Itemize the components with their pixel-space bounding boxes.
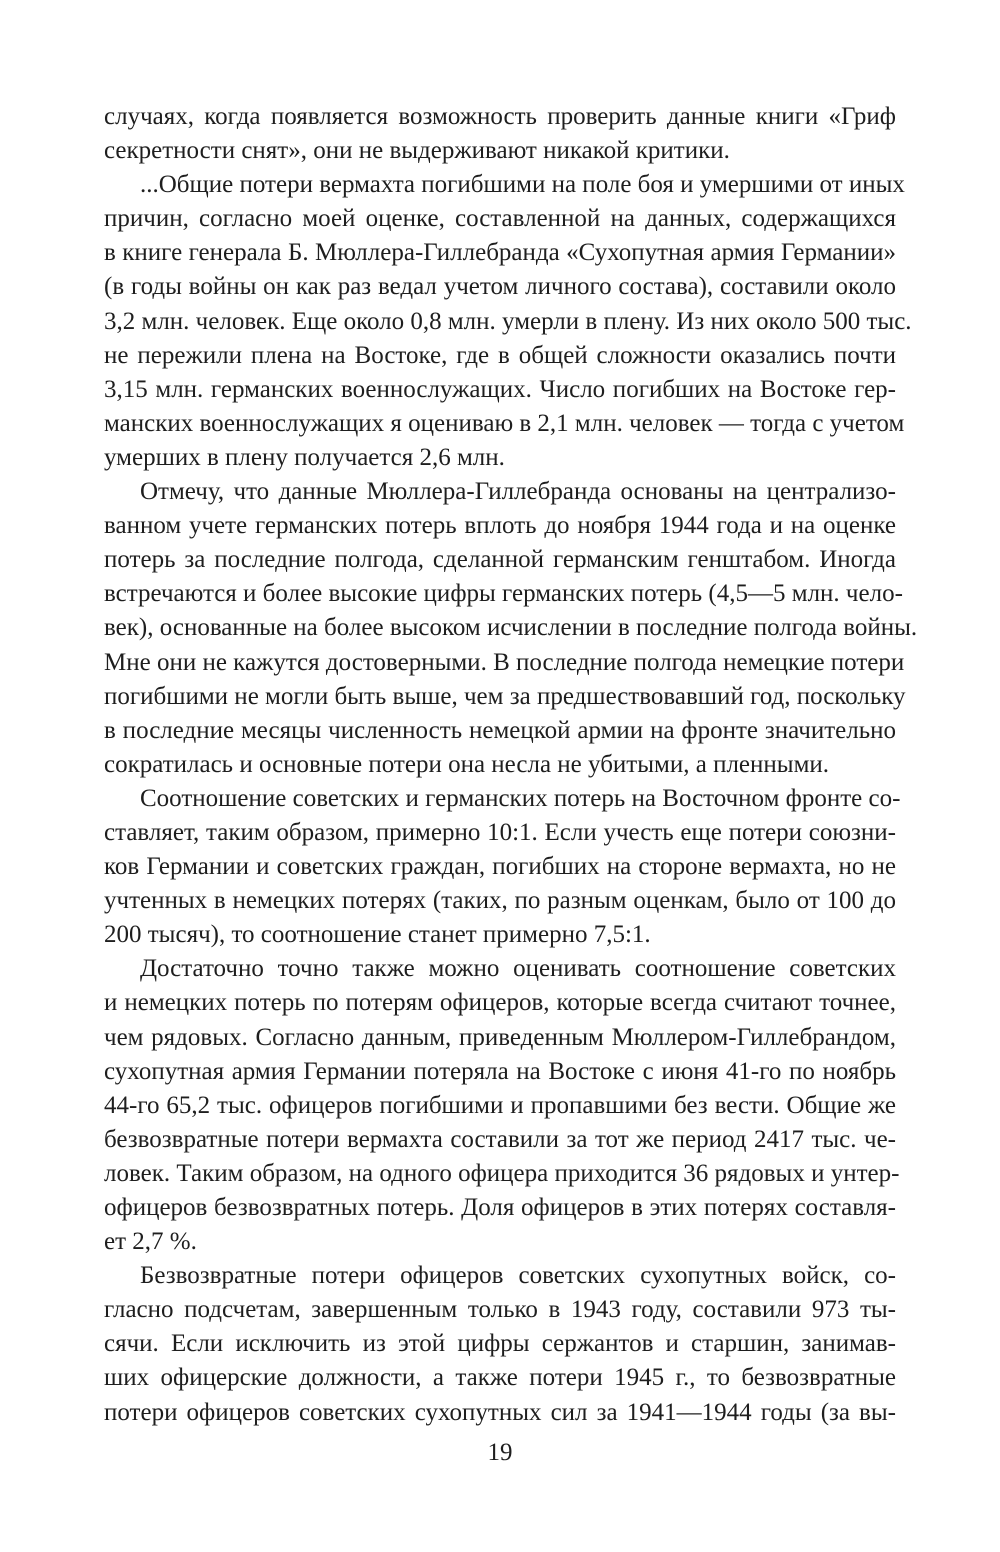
text-line: Отмечу, что данные Мюллера-Гиллебранда основаны на централизо- <box>140 478 896 506</box>
text-line: офицеров безвозвратных потерь. Доля офицеров в этих потерях составля- <box>104 1194 896 1221</box>
text-line: 3,2 млн. человек. Еще около 0,8 млн. умерли в плену. Из них около 500 тыс. <box>104 307 912 335</box>
text-line: учтенных в немецких потерях (таких, по разным оценкам, было от 100 до <box>104 887 896 915</box>
text-line: в последние месяцы численность немецкой армии на фронте значительно <box>104 716 896 744</box>
text-line: встречаются и более высокие цифры германских потерь (4,5—5 млн. чело- <box>104 580 903 608</box>
text-line: 44-го 65,2 тыс. офицеров погибшими и пропавшими без вести. Общие же <box>104 1091 896 1119</box>
text-line: безвозвратные потери вермахта составили за тот же период 2417 тыс. че- <box>104 1125 896 1153</box>
text-line: гласно подсчетам, завершенным только в 1943 году, составили 973 ты- <box>104 1296 896 1324</box>
page-text <box>104 100 918 1430</box>
text-line: сячи. Если исключить из этой цифры сержантов и старшин, занимав- <box>104 1330 896 1358</box>
text-line: ...Общие потери вермахта погибшими на поле боя и умершими от иных <box>140 171 905 199</box>
text-line: случаях, когда появляется возможность проверить данные книги «Гриф <box>104 103 896 130</box>
text-line: ет 2,7 %. <box>104 1228 197 1256</box>
text-line: (в годы войны он как раз ведал учетом личного состава), составили около <box>104 273 896 301</box>
text-line: потери офицеров советских сухопутных сил за 1941—1944 годы (за вы- <box>104 1398 896 1426</box>
text-line: и немецких потерь по потерям офицеров, которые всегда считают точнее, <box>104 989 896 1017</box>
text-line: причин, согласно моей оценке, составленной на данных, содержащихся <box>104 205 896 233</box>
text-line: не пережили плена на Востоке, где в общей сложности оказались почти <box>104 341 896 369</box>
text-line: в книге генерала Б. Мюллера-Гиллебранда «Сухопутная армия Германии» <box>104 239 896 267</box>
text-line: манских военнослужащих я оцениваю в 2,1 млн. человек — тогда с учетом <box>104 409 905 437</box>
text-line: потерь за последние полгода, сделанной германским генштабом. Иногда <box>104 546 896 574</box>
text-line: Мне они не кажутся достоверными. В последние полгода немецкие потери <box>104 648 905 676</box>
text-line: ванном учете германских потерь вплоть до ноября 1944 года и на оценке <box>104 512 896 540</box>
text-line: умерших в плену получается 2,6 млн. <box>104 443 505 471</box>
text-line: секретности снят», они не выдерживают никакой критики. <box>104 137 730 165</box>
page-number: 19 <box>487 1439 513 1466</box>
text-line: ших офицерские должности, а также потери 1945 г., то безвозвратные <box>104 1364 896 1392</box>
text-line: 200 тысяч), то соотношение станет примерно 7,5:1. <box>104 921 651 949</box>
text-line: Безвозвратные потери офицеров советских сухопутных войск, со- <box>140 1262 896 1290</box>
text-line: погибшими не могли быть выше, чем за предшествовавший год, поскольку <box>104 682 906 710</box>
text-line: ставляет, таким образом, примерно 10:1. Если учесть еще потери союзни- <box>104 818 896 846</box>
text-line: 3,15 млн. германских военнослужащих. Число погибших на Востоке гер- <box>104 375 896 403</box>
text-line: сократилась и основные потери она несла не убитыми, а пленными. <box>104 750 830 778</box>
text-line: ловек. Таким образом, на одного офицера приходится 36 рядовых и унтер- <box>104 1159 900 1187</box>
text-line: сухопутная армия Германии потеряла на Востоке с июня 41-го по ноябрь <box>104 1057 896 1085</box>
text-line: век), основанные на более высоком исчислении в последние полгода войны. <box>104 614 918 642</box>
text-line: чем рядовых. Согласно данным, приведенным Мюллером-Гиллебрандом, <box>104 1023 896 1051</box>
text-line: Достаточно точно также можно оценивать соотношение советских <box>140 955 896 983</box>
text-line: Соотношение советских и германских потерь на Восточном фронте со- <box>140 784 901 812</box>
text-line: ков Германии и советских граждан, погибших на стороне вермахта, но не <box>104 853 896 881</box>
